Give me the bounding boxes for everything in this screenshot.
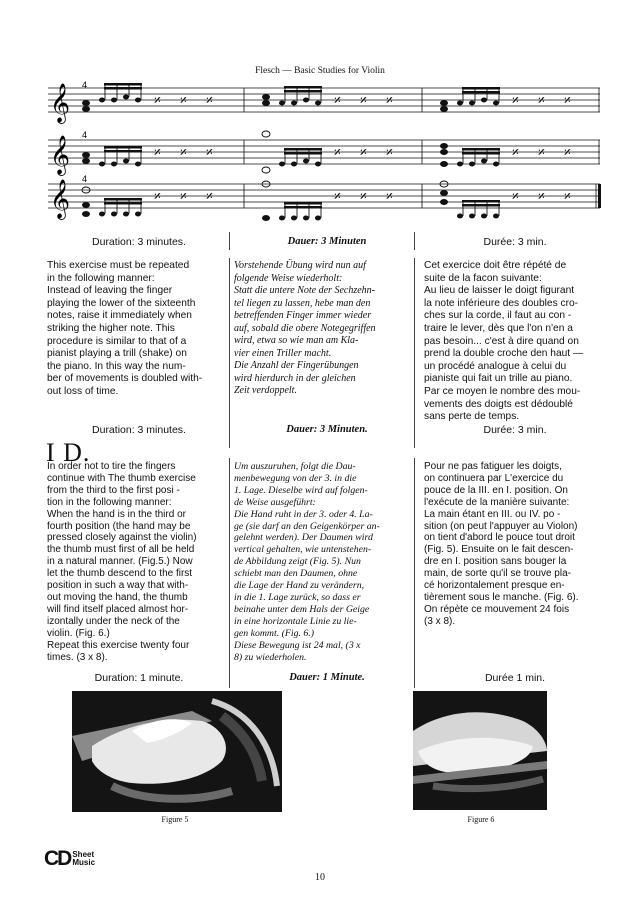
logo-text: Sheet Music <box>72 850 96 867</box>
finger-mark: 4 <box>82 130 88 140</box>
svg-text:𝄎: 𝄎 <box>180 93 187 109</box>
duration-fr-top: Durée: 3 min. <box>483 236 547 248</box>
publisher-logo <box>44 847 95 871</box>
column-divider <box>229 232 230 250</box>
svg-text:𝄞: 𝄞 <box>50 135 71 175</box>
svg-text:𝄎: 𝄎 <box>206 145 213 161</box>
svg-text:𝄎: 𝄎 <box>206 93 213 109</box>
svg-text:𝄎: 𝄎 <box>564 145 571 161</box>
svg-text:𝄞: 𝄞 <box>50 83 71 123</box>
svg-text:𝄞: 𝄞 <box>50 179 71 219</box>
figure-5-caption: Figure 5 <box>161 815 189 824</box>
column-divider <box>414 458 415 683</box>
finger-mark: 4 <box>82 80 88 90</box>
svg-text:𝄎: 𝄎 <box>386 189 393 205</box>
svg-text:𝄎: 𝄎 <box>386 93 393 109</box>
svg-text:𝄎: 𝄎 <box>334 189 341 205</box>
svg-text:𝄎: 𝄎 <box>154 145 161 161</box>
svg-text:𝄎: 𝄎 <box>512 189 519 205</box>
duration-en-top: Duration: 3 minutes. <box>92 236 186 248</box>
svg-text:𝄎: 𝄎 <box>538 145 545 161</box>
figure-6-caption: Figure 6 <box>467 815 495 824</box>
svg-text:𝄎: 𝄎 <box>538 93 545 109</box>
duration-de-bottom: Dauer: 1 Minute. <box>289 672 365 683</box>
svg-text:𝄎: 𝄎 <box>564 93 571 109</box>
svg-text:𝄎: 𝄎 <box>334 93 341 109</box>
svg-text:𝄎: 𝄎 <box>512 93 519 109</box>
figure-6-photo <box>413 691 547 810</box>
svg-text:𝄎: 𝄎 <box>512 145 519 161</box>
column-divider <box>414 668 415 688</box>
duration-fr-bottom: Durée 1 min. <box>484 672 546 684</box>
column-divider <box>414 258 415 448</box>
svg-text:𝄎: 𝄎 <box>180 189 187 205</box>
column-divider <box>229 668 230 688</box>
column-divider <box>414 232 415 250</box>
finger-mark: 4 <box>82 174 88 184</box>
svg-text:𝄎: 𝄎 <box>206 189 213 205</box>
column-divider <box>229 458 230 683</box>
section-heading: I D. <box>46 438 91 467</box>
paragraph-1-en: This exercise must be repeated in the following manner: Instead of leaving the finger playing the lower of the sixteenth notes, raise it immediately when striking the higher note. This procedure is similar to that of a pianist playing a trill (shake) on the piano. In this way the num- ber of movements is doubled with- out loss of time. <box>47 260 203 397</box>
paragraph-2-en: In order not to tire the fingers continue with The thumb exercise from the third to the first posi - tion in the following manner: When the hand is in the third or fourth position (the hand may be pressed closely against the violin) the thumb must first of all be held in a natural manner. (Fig.5.) Now let the thumb descend to the first position in such a way that with- out moving the hand, the thumb will find itself placed almost hor- izontally under the neck of the violin. (Fig. 6.) Repeat this exercise twenty four times. (3 x 8). <box>47 461 197 663</box>
paragraph-2-fr: Pour ne pas fatiguer les doigts, on continuera par L'exercice du pouce de la III. en I. position. On l'exécute de la manière suivante: La main étant en III. ou IV. po - sition (on peut l'appuyer au Violon) on tient d'abord le pouce tout droit (Fig. 5). Ensuite on le fait descen- dre en I. position sans bouger la main, de sorte qu'il se trouve pla- cé horizontalement presque en- tièrement sous le manche. (Fig. 6). On répète ce mouvement 24 fois (3 x 8). <box>424 461 579 627</box>
svg-text:𝄎: 𝄎 <box>360 93 367 109</box>
svg-text:𝄎: 𝄎 <box>564 189 571 205</box>
hand-on-violin-image <box>72 691 282 812</box>
duration-fr-mid: Durée: 3 min. <box>483 424 547 436</box>
figure-5-photo <box>72 691 282 812</box>
column-divider <box>229 258 230 448</box>
paragraph-2-de: Um auszuruhen, folgt die Dau- menbewegung von der 3. in die 1. Lage. Dieselbe wird auf folgen- de Weise ausgeführt: Die Hand ruht in der 3. oder 4. La- ge (sie darf an den Geigenkörper an- gelehnt werden). Der Daumen wird vertical gehalten, wie untenstehen- de Abbildung zeigt (Fig. 5). Nun schiebt man den Daumen, ohne die Lage der Hand zu verändern, in die 1. Lage zurück, so dass er beinahe unter dem Hals der Geige in eine horizontale Linie zu lie- gen kommt. (Fig. 6.) Diese Bewegung ist 24 mal, (3 x 8) zu wiederholen. <box>234 461 380 663</box>
duration-de-top: Dauer: 3 Minuten <box>287 236 367 247</box>
duration-de-mid: Dauer: 3 Minuten. <box>286 424 368 435</box>
svg-text:𝄎: 𝄎 <box>334 145 341 161</box>
music-staff-system-3 <box>34 172 606 228</box>
svg-text:𝄎: 𝄎 <box>180 145 187 161</box>
svg-text:𝄎: 𝄎 <box>360 145 367 161</box>
duration-en-bottom: Duration: 1 minute. <box>94 672 184 684</box>
svg-text:𝄎: 𝄎 <box>386 145 393 161</box>
svg-text:𝄎: 𝄎 <box>154 189 161 205</box>
paragraph-1-fr: Cet exercice doit être répété de suite de la facon suivante: Au lieu de laisser le doigt figurant la note inférieure des doubles cro- ches sur la corde, il faut au con - traire le lever, dès que l'on n'en a pas besoin... c'est à dire quand on prend la double croche den haut — un procédé analogue à celui du pianiste qui fait un trille au piano. Par ce moyen le nombre des mou- vements des doigts est dédoublé sans perte de temps. <box>424 260 584 423</box>
running-title: Flesch — Basic Studies for Violin <box>255 66 385 76</box>
hand-under-neck-image <box>413 691 547 810</box>
paragraph-1-de: Vorstehende Übung wird nun auf folgende Weise wiederholt: Statt die untere Note der Sechzehn- tel liegen zu lassen, hebe man den betreffenden Finger immer wieder auf, sobald die obere Notegegriffen wird, etwa so wie man am Kla- vier einen Triller macht. Die Anzahl der Fingerübungen wird hierdurch in der gleichen Zeit verdoppelt. <box>234 260 376 396</box>
logo-letters: CD <box>44 847 71 870</box>
page-number: 10 <box>315 872 325 883</box>
svg-text:𝄎: 𝄎 <box>154 93 161 109</box>
svg-text:𝄎: 𝄎 <box>360 189 367 205</box>
duration-en-mid: Duration: 3 minutes. <box>92 424 186 436</box>
svg-text:𝄎: 𝄎 <box>538 189 545 205</box>
